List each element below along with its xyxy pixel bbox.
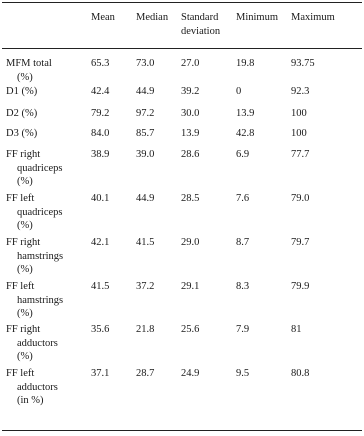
cell-standard-deviation: 39.2 (181, 86, 200, 97)
cell-minimum: 13.9 (236, 108, 255, 119)
row-label-line: adductors (17, 381, 58, 393)
cell-maximum: 79.7 (291, 237, 310, 248)
cell-median: 28.7 (136, 368, 155, 379)
row-label-line: FF right (6, 149, 41, 160)
cell-mean: 37.1 (91, 368, 110, 379)
cell-maximum: 79.9 (291, 281, 310, 292)
row-label-line: hamstrings (17, 250, 64, 262)
cell-minimum: 9.5 (236, 368, 250, 379)
cell-median: 85.7 (136, 128, 155, 139)
header-mean: Mean (91, 12, 115, 23)
row-label-line: (%) (17, 71, 33, 83)
cell-minimum: 7.9 (236, 324, 250, 335)
row-label-line: FF left (6, 281, 35, 292)
cell-maximum: 93.75 (291, 58, 315, 69)
cell-minimum: 19.8 (236, 58, 255, 69)
row-label (6, 148, 66, 189)
header-standard-deviation (181, 11, 220, 39)
cell-median: 37.2 (136, 281, 155, 292)
cell-maximum: 77.7 (291, 149, 310, 160)
cell-standard-deviation: 29.0 (181, 237, 200, 248)
cell-maximum: 100 (291, 108, 307, 119)
cell-maximum: 92.3 (291, 86, 310, 97)
row-label (6, 236, 66, 277)
row-label-line: quadriceps (17, 206, 63, 218)
cell-mean: 38.9 (91, 149, 110, 160)
row-label-line: (%) (17, 308, 33, 319)
cell-minimum: 8.3 (236, 281, 250, 292)
cell-median: 44.9 (136, 86, 155, 97)
cell-maximum: 81 (291, 324, 302, 335)
cell-mean: 84.0 (91, 128, 110, 139)
row-label (6, 323, 66, 364)
cell-median: 44.9 (136, 193, 155, 204)
cell-minimum: 7.6 (236, 193, 250, 204)
row-label (6, 107, 66, 121)
table-bottom-rule (2, 430, 362, 431)
row-label (6, 57, 66, 84)
row-label-line: D2 (%) (6, 108, 38, 119)
row-label-line: hamstrings (17, 294, 64, 306)
row-label (6, 85, 66, 99)
row-label-line: FF left (6, 193, 35, 204)
table-top-rule (2, 2, 362, 3)
cell-maximum: 79.0 (291, 193, 310, 204)
row-label-line: D3 (%) (6, 128, 38, 139)
cell-mean: 35.6 (91, 324, 110, 335)
row-label-line: (%) (17, 220, 33, 231)
row-label-line: adductors (17, 337, 58, 349)
cell-mean: 65.3 (91, 58, 110, 69)
cell-standard-deviation: 29.1 (181, 281, 200, 292)
cell-mean: 42.4 (91, 86, 110, 97)
header-sd-line2: deviation (181, 26, 221, 37)
row-label-line: (%) (17, 351, 33, 362)
cell-standard-deviation: 25.6 (181, 324, 200, 335)
cell-standard-deviation: 27.0 (181, 58, 200, 69)
row-label (6, 367, 66, 408)
cell-minimum: 6.9 (236, 149, 250, 160)
row-label (6, 127, 66, 141)
cell-standard-deviation: 13.9 (181, 128, 200, 139)
table-header-rule (2, 48, 362, 49)
header-sd-line1: Standard (181, 12, 219, 23)
cell-minimum: 42.8 (236, 128, 255, 139)
row-label-line: quadriceps (17, 162, 63, 174)
cell-maximum: 100 (291, 128, 307, 139)
cell-standard-deviation: 28.6 (181, 149, 200, 160)
row-label-line: (%) (17, 176, 33, 187)
cell-standard-deviation: 28.5 (181, 193, 200, 204)
cell-standard-deviation: 30.0 (181, 108, 200, 119)
cell-mean: 42.1 (91, 237, 110, 248)
cell-median: 21.8 (136, 324, 155, 335)
cell-minimum: 0 (236, 86, 242, 97)
cell-standard-deviation: 24.9 (181, 368, 200, 379)
row-label-line: D1 (%) (6, 86, 38, 97)
cell-minimum: 8.7 (236, 237, 250, 248)
row-label (6, 280, 66, 321)
row-label-line: (%) (17, 264, 33, 275)
header-median: Median (136, 12, 169, 23)
cell-mean: 79.2 (91, 108, 110, 119)
cell-median: 97.2 (136, 108, 155, 119)
row-label-line: (in %) (17, 395, 44, 406)
row-label-line: MFM total (6, 58, 52, 69)
header-minimum: Minimum (236, 12, 279, 23)
row-label-line: FF left (6, 368, 35, 379)
row-label-line: FF right (6, 324, 41, 335)
cell-mean: 40.1 (91, 193, 110, 204)
cell-median: 39.0 (136, 149, 155, 160)
header-maximum: Maximum (291, 12, 335, 23)
row-label-line: FF right (6, 237, 41, 248)
cell-median: 41.5 (136, 237, 155, 248)
row-label (6, 192, 66, 233)
cell-median: 73.0 (136, 58, 155, 69)
cell-mean: 41.5 (91, 281, 110, 292)
cell-maximum: 80.8 (291, 368, 310, 379)
